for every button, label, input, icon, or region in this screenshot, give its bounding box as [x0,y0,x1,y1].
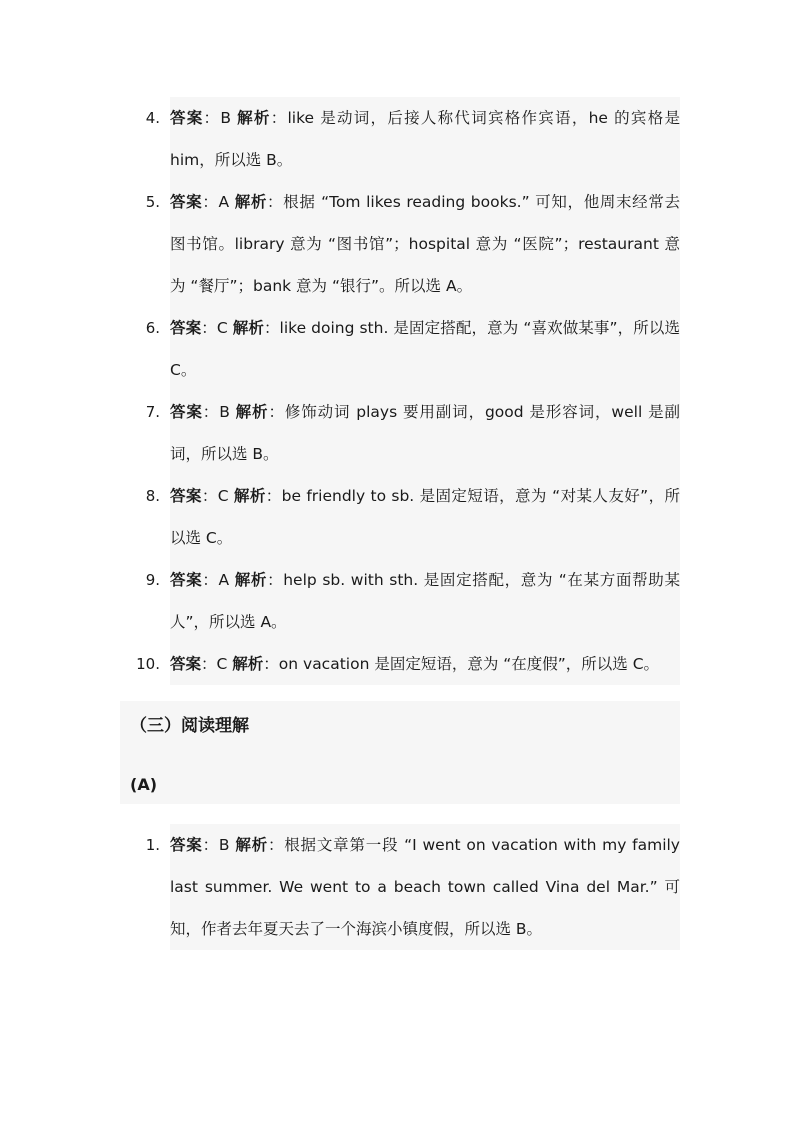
answer-item [0,824,800,950]
analysis-label: 解析 [235,403,269,421]
answer-value: ：A [202,571,235,589]
item-body [170,307,680,391]
item-number: 7. [145,403,160,421]
answer-item [0,181,800,307]
answer-item [0,97,800,181]
answer-label: 答案 [170,319,202,337]
item-body [170,97,680,181]
analysis-text: ：根据 “Tom likes reading books.” 可知，他周末经常去图书馆。library 意为 “图书馆”；hospital 意为 “医院”；restaurant 意为 “餐厅”；bank 意为 “银行”。所以选 A。 [170,193,680,295]
item-number: 10. [136,655,160,673]
answer-list [0,97,800,685]
analysis-label: 解析 [233,487,266,505]
answer-value: ：C [201,487,234,505]
item-body [170,391,680,475]
section-subtitle: (A) [130,775,158,794]
item-number: 4. [145,109,160,127]
answer-item [0,475,800,559]
answer-item [0,559,800,643]
answer-value: ：C [201,655,233,673]
item-number: 8. [145,487,160,505]
item-number: 6. [145,319,160,337]
answer-value: ：C [201,319,233,337]
item-body [170,559,680,643]
item-body [170,824,680,950]
answer-label: 答案 [170,193,203,211]
reading-answer-list [0,824,800,950]
section-title: （三）阅读理解 [130,716,249,736]
analysis-label: 解析 [234,193,268,211]
analysis-label: 解析 [235,836,268,854]
answer-value: ：B [202,403,236,421]
analysis-text: ：be friendly to sb. 是固定短语，意为 “对某人友好”，所以选 C。 [170,487,680,547]
answer-value: ：B [202,836,236,854]
analysis-text: ：根据文章第一段 “I went on vacation with my family last summer. We went to a beach town called Vina del Mar.” 可知，作者去年夏天去了一个海滨小镇度假，所以选 B。 [170,836,680,938]
analysis-text: ：like doing sth. 是固定搭配，意为 “喜欢做某事”，所以选 C。 [170,319,680,379]
analysis-text: ：help sb. with sth. 是固定搭配，意为 “在某方面帮助某人”，所以选 A。 [170,571,680,631]
answer-label: 答案 [170,403,203,421]
analysis-label: 解析 [232,319,264,337]
analysis-text: ：修饰动词 plays 要用副词，good 是形容词，well 是副词，所以选 B。 [170,403,680,463]
answer-value: ：B [203,109,238,127]
item-body [170,643,680,685]
analysis-label: 解析 [237,109,271,127]
answer-item [0,307,800,391]
answer-label: 答案 [170,109,204,127]
item-number: 9. [145,571,160,589]
answer-label: 答案 [170,571,203,589]
item-number: 5. [145,193,160,211]
analysis-label: 解析 [234,571,268,589]
section-header [120,701,680,804]
analysis-label: 解析 [232,655,264,673]
answer-label: 答案 [170,487,202,505]
analysis-text: ：on vacation 是固定短语，意为 “在度假”，所以选 C。 [263,655,660,673]
analysis-text: ：like 是动词，后接人称代词宾格作宾语，he 的宾格是 him，所以选 B。 [170,109,680,169]
item-number: 1. [145,836,160,854]
item-body [170,181,680,307]
answer-value: ：A [202,193,235,211]
answer-item [0,391,800,475]
answer-item [0,643,800,685]
item-body [170,475,680,559]
answer-label: 答案 [170,836,203,854]
answer-label: 答案 [170,655,202,673]
